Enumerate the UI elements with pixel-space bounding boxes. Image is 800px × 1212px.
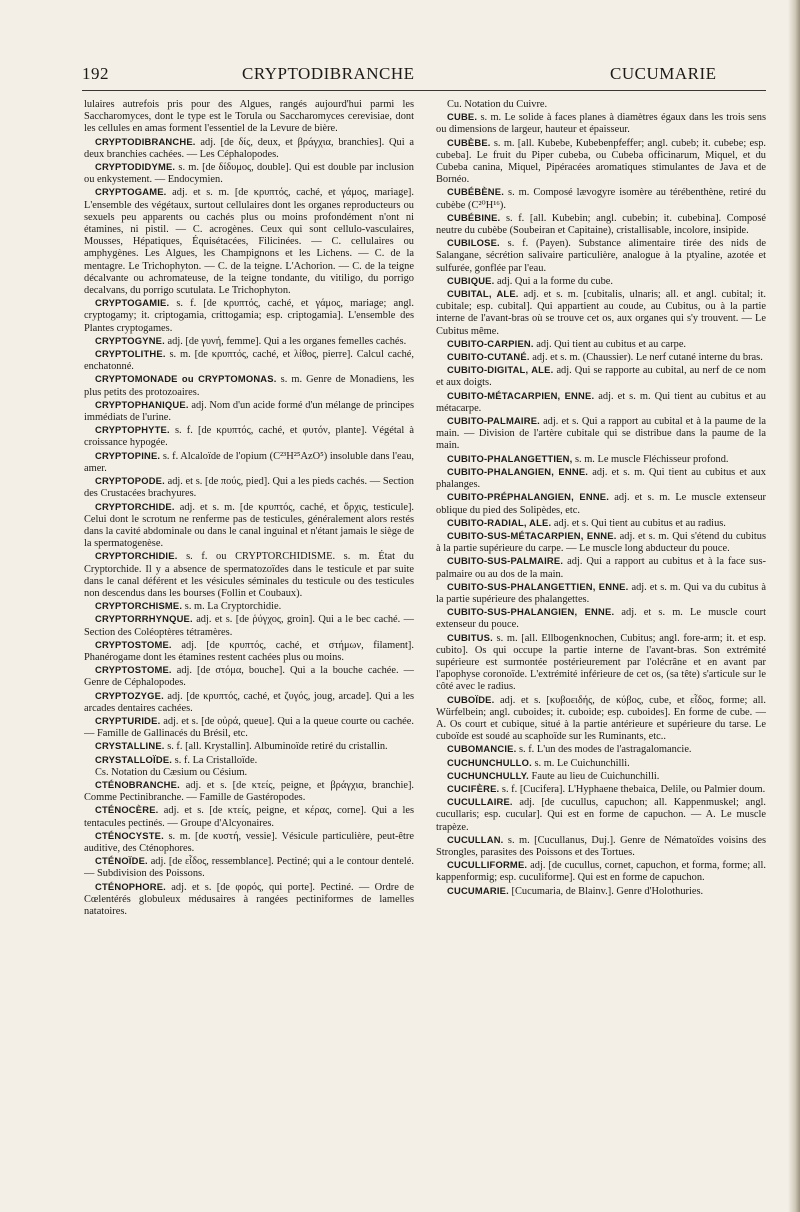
entry-definition: s. f. [de κρυπτός, caché, et φυτόν, plante]. Végétal à croissance hypogée. xyxy=(84,425,414,449)
entry-headword: CUBITO-SUS-MÉTACARPIEN, ENNE. xyxy=(447,529,617,541)
entry-headword: CTÉNOCYSTE. xyxy=(95,829,164,841)
entry-definition: s. m. [all. Kubebe, Kubebenpfeffer; angl. cubeb; it. cubebe; esp. cubeba]. Le fruit du Piper cubeba, ou Cubeba officinarum, Miquel, et du Cubeba canina, Miquel, Pipéracées aromatiques stimulantes de Java et de Bornéo. xyxy=(436,137,766,186)
guide-word-left: CRYPTODIBRANCHE xyxy=(242,64,415,83)
entry-headword: CUCUMARIE. xyxy=(447,884,509,896)
dictionary-entry xyxy=(436,111,766,136)
entry-definition: adj. et s. m. Qui s'étend du cubitus à la partie supérieure du carpe. — Le muscle long abducteur du pouce. xyxy=(436,530,766,555)
entry-definition: adj. et s. [de κτείς, peigne, et βράγχια, branchie]. Comme Pectinibranche. — Famille de Gastéropodes. xyxy=(84,779,414,804)
dictionary-entry xyxy=(436,770,766,783)
entry-headword: CRYSTALLINE. xyxy=(95,740,165,752)
dictionary-entry xyxy=(84,664,414,689)
entry-definition: adj. et s. [de κτείς, peigne, et κέρας, corne]. Qui a les tentacules pectinés. — Groupe d'Alcyonaires. xyxy=(84,805,414,829)
dictionary-entry xyxy=(84,613,414,638)
entry-headword: CUBOÏDE. xyxy=(447,693,495,705)
dictionary-entry xyxy=(436,743,766,756)
entry-definition: adj. [de κρυπτός, caché, et στήμων, filament]. Phanérogame dont les étamines restent cachées plus ou moins. xyxy=(84,639,414,663)
entry-headword: CRYPTOSTOME. xyxy=(95,664,172,676)
entry-headword: CUBITO-MÉTACARPIEN, ENNE. xyxy=(447,389,595,401)
entry-definition: adj. et s. m. (Chaussier). Le nerf cutané interne du bras. xyxy=(529,352,763,364)
dictionary-entry xyxy=(436,796,766,834)
dictionary-entry xyxy=(84,136,414,161)
dictionary-entry xyxy=(436,137,766,187)
entry-headword: CUBITO-PHALANGETTIEN, xyxy=(447,452,573,464)
entry-headword: CRYSTALLOÏDE. xyxy=(95,753,173,765)
entry-headword: CUBITUS. xyxy=(447,631,493,643)
entry-definition: adj. [de cucullus, capuchon; all. Kappenmuskel; angl. cucullaris; esp. cucular]. Qui est en forme de capuchon. — A. Le muscle trapèze. xyxy=(436,797,766,833)
dictionary-entry xyxy=(436,288,766,338)
entry-headword: CUCULLIFORME. xyxy=(447,859,528,871)
dictionary-entry xyxy=(84,639,414,664)
entry-definition: adj. [de γυνή, femme]. Qui a les organes femelles cachés. xyxy=(164,335,407,347)
entry-definition: s. f. [de κρυπτός, caché, et γάμος, mariage; angl. cryptogamy; it. criptogamia, crittogamia; esp. criptogamia]. L'ensemble des Plantes cryptogames. xyxy=(84,298,414,334)
dictionary-entry xyxy=(436,517,766,530)
entry-definition: adj. et s. [de ῥύγχος, groin]. Qui a le bec caché. — Section des Coléoptères tétramères. xyxy=(84,614,414,638)
entry-headword: CRYPTOZYGE. xyxy=(95,689,164,701)
dictionary-entry xyxy=(84,501,414,551)
entry-definition: s. m. [de κυστή, vessie]. Vésicule particulière, peut-être auditive, des Cténophores. xyxy=(84,830,414,854)
entry-headword: CUBITO-CARPIEN. xyxy=(447,337,534,349)
entry-definition: adj. Qui se rapporte au cubital, au nerf de ce nom et aux doigts. xyxy=(436,365,766,389)
dictionary-entry xyxy=(84,450,414,475)
dictionary-entry xyxy=(84,550,414,600)
dictionary-entry xyxy=(84,881,414,919)
entry-headword: CTÉNOCÈRE. xyxy=(95,804,159,816)
entry-definition: s. f. [all. Kubebin; angl. cubebin; it. cubebina]. Composé neutre du cubèbe (Soubeiran et Capitaine), cristallisable, incolore, insipide. xyxy=(436,212,766,237)
entry-definition: adj. [de στόμα, bouche]. Qui a la bouche cachée. — Genre de Céphalopodes. xyxy=(84,665,414,689)
entry-definition: adj. Qui a rapport au cubitus et à la face sus-palmaire ou au dos de la main. xyxy=(436,556,766,580)
entry-definition: s. f. L'un des modes de l'astragalomancie. xyxy=(516,744,692,756)
right-column xyxy=(436,99,766,1181)
dictionary-entry xyxy=(436,606,766,631)
entry-headword: CUBITO-DIGITAL, ALE. xyxy=(447,364,554,376)
entry-headword: CRYPTOMONADE ou CRYPTOMONAS. xyxy=(95,373,277,385)
entry-definition: s. m. Genre de Monadiens, les plus petits des protozoaires. xyxy=(84,374,414,398)
entry-headword: CRYPTORCHIDE. xyxy=(95,500,175,512)
entry-headword: CRYPTOGAMIE. xyxy=(95,297,170,309)
left-column xyxy=(84,99,414,1181)
dictionary-entry xyxy=(436,415,766,453)
entry-headword: CRYPTORCHIDIE. xyxy=(95,550,178,562)
dictionary-entry xyxy=(84,855,414,880)
dictionary-entry xyxy=(436,555,766,580)
dictionary-entry xyxy=(84,399,414,424)
entry-headword: CUCHUNCHULLO. xyxy=(447,756,532,768)
entry-definition: s. f. Alcaloïde de l'opium (C²³H²⁵AzO⁵) insoluble dans l'eau, amer. xyxy=(84,450,414,474)
entry-headword: CTÉNOÏDE. xyxy=(95,855,148,867)
entry-headword: CRYPTURIDE. xyxy=(95,714,161,726)
entry-headword: CRYPTOLITHE. xyxy=(95,348,166,360)
entry-definition: s. f. [all. Krystallin]. Albuminoïde retiré du cristallin. xyxy=(164,741,388,753)
entry-headword: CUBITO-SUS-PHALANGIEN, ENNE. xyxy=(447,606,615,618)
entry-headword: CUBITO-SUS-PALMAIRE. xyxy=(447,555,564,567)
entry-headword: CUBITO-CUTANÉ. xyxy=(447,351,530,363)
page-edge xyxy=(788,0,800,1212)
dictionary-entry xyxy=(436,632,766,694)
entry-headword: CUBÈBE. xyxy=(447,136,491,148)
header-rule xyxy=(82,90,766,91)
entry-headword: CUBILOSE. xyxy=(447,237,500,249)
entry-definition: s. m. [Cucullanus, Duj.]. Genre de Nématoïdes voisins des Strongles, parasites des Poissons et des Tortues. xyxy=(436,834,766,858)
entry-headword: CUCULLAIRE. xyxy=(447,796,513,808)
entry-headword: CUBITO-SUS-PHALANGETTIEN, ENNE. xyxy=(447,580,629,592)
entry-definition: Faute au lieu de Cuichunchilli. xyxy=(528,770,660,782)
dictionary-entry xyxy=(436,364,766,389)
entry-headword: CUBITO-PALMAIRE. xyxy=(447,415,540,427)
dictionary-entry xyxy=(436,834,766,859)
entry-headword: CRYPTORRHYNQUE. xyxy=(95,613,193,625)
dictionary-entry xyxy=(84,754,414,767)
dictionary-entry xyxy=(436,783,766,796)
entry-headword: CRYPTOGYNE. xyxy=(95,334,165,346)
entry-definition: adj. et s. Qui tient au cubitus et au radius. xyxy=(551,517,726,529)
dictionary-entry xyxy=(436,466,766,491)
dictionary-entry xyxy=(436,530,766,555)
entry-headword: CRYPTOGAME. xyxy=(95,186,167,198)
page-number: 192 xyxy=(82,64,109,83)
dictionary-entry xyxy=(84,690,414,715)
entry-headword: CTÉNOBRANCHE. xyxy=(95,778,180,790)
entry-definition: s. m. Le solide à faces planes à diamètres égaux dans les trois sens ou dimensions de largeur, hauteur et épaisseur. xyxy=(436,112,766,136)
dictionary-entry xyxy=(436,859,766,884)
entry-headword: CRYPTODIBRANCHE. xyxy=(95,135,196,147)
entry-headword: CUBITO-PHALANGIEN, ENNE. xyxy=(447,465,589,477)
entry-headword: CUBE. xyxy=(447,111,478,123)
entry-definition: adj. Qui tient au cubitus et au carpe. xyxy=(533,338,687,350)
dictionary-entry xyxy=(84,767,414,779)
entry-definition: s. m. [de κρυπτός, caché, et λίθος, pierre]. Calcul caché, enchatonné. xyxy=(84,349,414,373)
entry-headword: CRYPTORCHISME. xyxy=(95,600,183,612)
dictionary-entry xyxy=(436,99,766,111)
dictionary-entry xyxy=(436,581,766,606)
dictionary-entry xyxy=(84,161,414,186)
entry-definition: adj. et s. m. Qui va du cubitus à la partie supérieure des phalangettes. xyxy=(436,581,766,605)
entry-definition: adj. Qui a la forme du cube. xyxy=(494,275,614,287)
dictionary-entry xyxy=(436,237,766,275)
dictionary-entry xyxy=(436,757,766,770)
entry-definition: adj. Nom d'un acide formé d'un mélange de principes immédiats de l'urine. xyxy=(84,399,414,424)
entry-headword: CRYPTOPINE. xyxy=(95,449,161,461)
entry-definition: adj. et s. m. Qui tient au cubitus et aux phalanges. xyxy=(436,466,766,491)
entry-headword: CUBÉBINE. xyxy=(447,211,501,223)
entry-definition: adj. et s. [de οὐρά, queue]. Qui a la queue courte ou cachée. — Famille de Gallinacés du Brésil, etc. xyxy=(84,715,414,740)
entry-definition: adj. [de δίς, deux, et βράγχια, branchies]. Qui a deux branchies cachées. — Les Céphalopodes. xyxy=(84,136,414,160)
dictionary-entry xyxy=(436,275,766,288)
dictionary-entry xyxy=(84,99,414,136)
entry-definition: adj. et s. [de πούς, pied]. Qui a les pieds cachés. — Section des Crustacées brachyures. xyxy=(84,476,414,500)
entry-definition: adj. et s. Qui a rapport au cubital et à la paume de la main. — Division de l'artère cubitale qui se distribue dans la paume de la main. xyxy=(436,416,766,452)
entry-definition: s. m. [de δίδυμος, double]. Qui est double par inclusion ou enkystement. — Endocymien. xyxy=(84,162,414,186)
dictionary-entry xyxy=(436,453,766,466)
entry-headword: CUCHUNCHULLY. xyxy=(447,769,529,781)
dictionary-entry xyxy=(436,351,766,364)
entry-headword: CRYPTOSTOME. xyxy=(95,638,172,650)
entry-headword: CUBIQUE. xyxy=(447,274,495,286)
entry-definition: s. m. Le muscle Fléchisseur profond. xyxy=(572,453,729,465)
entry-definition: Cu. Notation du Cuivre. xyxy=(447,99,548,110)
entry-headword: CRYPTODIDYME. xyxy=(95,161,176,173)
entry-definition: s. m. Composé lævogyre isomère au térébenthène, retiré du cubèbe (C²⁰H¹⁶). xyxy=(436,187,766,211)
entry-definition: adj. et s. m. Qui tient au cubitus et au métacarpe. xyxy=(436,390,766,414)
entry-headword: CUCIFÈRE. xyxy=(447,782,500,794)
dictionary-entry xyxy=(84,600,414,613)
entry-headword: CRYPTOPHANIQUE. xyxy=(95,398,189,410)
dictionary-entry xyxy=(436,186,766,211)
entry-definition: adj. et s. [κυβοειδής, de κύβος, cube, et εἶδος, forme; all. Würfelbein; angl. cuboides; it. cuboide; esp. cuboides]. En forme de cube. — A. Os court et cubique, situé à la partie antérieure et supérieure du tarse. Le cuboïde est soudé au scaphoïde sur les Ruminants, etc.. xyxy=(436,694,766,743)
entry-definition: s. m. La Cryptorchidie. xyxy=(182,601,282,613)
entry-headword: CUBITAL, ALE. xyxy=(447,288,519,300)
entry-definition: s. f. La Cristalloïde. xyxy=(172,754,258,766)
guide-word-right: CUCUMARIE xyxy=(610,64,717,83)
dictionary-entry xyxy=(436,338,766,351)
entry-headword: CUCULLAN. xyxy=(447,833,504,845)
entry-headword: CRYPTOPODE. xyxy=(95,475,165,487)
entry-definition: adj. [de εἶδος, ressemblance]. Pectiné; qui a le contour dentelé. — Subdivision des Poissons. xyxy=(84,856,414,880)
entry-definition: adj. et s. m. [cubitalis, ulnaris; all. et angl. cubital; it. cubitale; esp. cubital]. Qui appartient au coude, au Cubitus, ou à la partie interne de l'avant-bras où se trouve cet os, aux organes qui s'y trouvent. — Le Cubitus même. xyxy=(436,289,766,337)
entry-definition: adj. et s. m. Le muscle court extenseur du pouce. xyxy=(436,607,766,631)
entry-definition: s. m. Le Cuichunchilli. xyxy=(531,757,630,769)
entry-definition: adj. [de κρυπτός, caché, et ζυγός, joug, arcade]. Qui a les arcades dentaires cachées. xyxy=(84,690,414,714)
entry-definition: Cs. Notation du Cæsium ou Césium. xyxy=(95,766,248,778)
entry-definition: s. f. (Payen). Substance alimentaire tirée des nids de Salangane, sécrétion salivaire particulière, analogue à la ptyaline, azotée et sulfurée, gonflée par l'eau. xyxy=(436,238,766,274)
entry-definition: adj. et s. m. [de κρυπτός, caché, et ὄρχις, testicule]. Celui dont le scrotum ne renferme pas de testicules, généralement alors restés dans la cavité abdominale ou dans le canal inguinal et n'étant jamais le siège de la spermatogenèse. xyxy=(84,501,414,550)
entry-definition: [Cucumaria, de Blainv.]. Genre d'Holothuries. xyxy=(508,885,704,897)
dictionary-entry xyxy=(84,335,414,348)
entry-headword: CUBÉBÈNE. xyxy=(447,186,505,198)
dictionary-entry xyxy=(436,390,766,415)
dictionary-entry xyxy=(84,779,414,804)
entry-headword: CUBITO-RADIAL, ALE. xyxy=(447,516,552,528)
entry-definition: s. m. [all. Ellbogenknochen, Cubitus; angl. fore-arm; it. et esp. cubito]. Os qui occupe la partie interne de l'avant-bras. Son extrémité supérieure est surmontée postérieurement par l'olécrâne et en avant par l'apophyse coronoïde. L'extrémité inférieure de cet os, (sa tête) s'articule sur le côté avec le radius. xyxy=(436,632,766,693)
entry-definition: adj. [de cucullus, cornet, capuchon, et forma, forme; all. kappenformig; esp. cuculiforme]. Qui est en forme de capuchon. xyxy=(436,860,766,884)
dictionary-entry xyxy=(436,491,766,516)
dictionary-entry xyxy=(84,830,414,855)
dictionary-entry xyxy=(84,297,414,335)
entry-headword: CRYPTOPHYTE. xyxy=(95,424,170,436)
dictionary-entry xyxy=(84,804,414,829)
page-header xyxy=(82,64,766,86)
dictionary-entry xyxy=(84,186,414,297)
entry-headword: CTÉNOPHORE. xyxy=(95,880,166,892)
dictionary-entry xyxy=(436,885,766,898)
dictionary-entry xyxy=(436,694,766,744)
entry-definition: adj. et s. m. Le muscle extenseur oblique du pied des Solipèdes, etc. xyxy=(436,492,766,516)
entry-definition: lulaires autrefois pris pour des Algues, rangés aujourd'hui parmi les Saccharomyces, dont le type est le Torula ou Saccharomyces cerevisiae, dont les cellules en amas forment l'essentiel de la Levure de bière. xyxy=(84,99,414,135)
entry-definition: s. f. ou CRYPTORCHIDISME. s. m. État du Cryptorchide. Il y a absence de spermatozoïdes dans le testicule et par suite dans le canal déférent et les vésicules séminales du testicule ou des testicules non descendus dans les bourses (Follin et Coubaux). xyxy=(84,551,414,599)
dictionary-entry xyxy=(84,740,414,753)
entry-definition: adj. et s. [de φορός, qui porte]. Pectiné. — Ordre de Cœlentérés globuleux médusaires à rangées pectiniformes de lamelles natatoires. xyxy=(84,881,414,917)
entry-headword: CUBOMANCIE. xyxy=(447,743,517,755)
dictionary-entry xyxy=(84,373,414,398)
dictionary-entry xyxy=(84,715,414,740)
dictionary-entry xyxy=(84,424,414,449)
dictionary-entry xyxy=(84,475,414,500)
dictionary-entry xyxy=(436,212,766,237)
entry-definition: adj. et s. m. [de κρυπτός, caché, et γάμος, mariage]. L'ensemble des végétaux, surtout cellulaires dont les organes reproducteurs ou sexuels peu apparents ou cachés plus ou moins profondément n'ont ni étamines, ni pistil. — C. acrogènes. Ceux qui sont cellulo-vasculaires, Mousses, Hépatiques, Équisétacées, Filicinées. — C. cellulaires ou amphygènes. Les Algues, les Champignons et les Lichens. — C. de la mentagre. Le Trichophyton. — C. de la teigne. L'Achorion. — C. de la teigne décalvante ou achromateuse, de la teigne tondante, du vitiligo, du porrigo decalvans, du porrigo scutulata. Le Trichophyton. xyxy=(84,187,414,297)
dictionary-entry xyxy=(84,348,414,373)
entry-definition: s. f. [Cucifera]. L'Hyphaene thebaica, Delile, ou Palmier doum. xyxy=(499,783,766,795)
entry-headword: CUBITO-PRÉPHALANGIEN, ENNE. xyxy=(447,491,610,503)
